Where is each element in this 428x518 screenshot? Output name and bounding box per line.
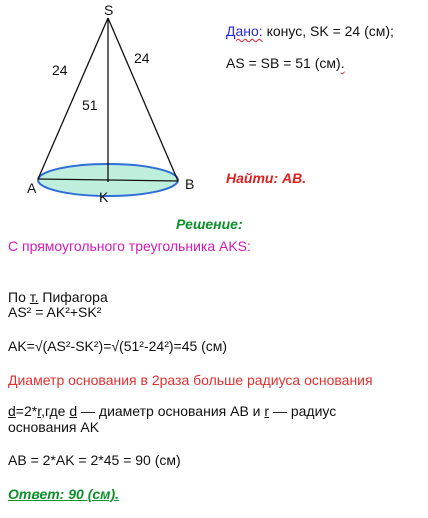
slant-line-sb [108, 18, 178, 181]
solution-heading: Решение: [176, 216, 243, 232]
definition-line-2: основания AK [8, 419, 100, 435]
def-d2: d [69, 403, 78, 419]
def-r: r [37, 403, 42, 419]
pyth-rest: Пифагора [38, 289, 108, 305]
answer-text: Ответ: 90 (см). [8, 486, 120, 502]
find-text: Найти: AB. [226, 170, 307, 186]
triangle-line: С прямоугольного треугольника AKS: [8, 238, 251, 254]
def-eq: =2* [15, 403, 38, 419]
label-b: B [185, 176, 195, 192]
ab-calculation: AB = 2*AK = 2*45 = 90 (см) [8, 452, 181, 468]
formula-1: AS² = AK²+SK² [8, 304, 102, 320]
given-line-1 [226, 23, 394, 40]
formula-2: AK=√(AS²-SK²)=√(51²-24²)=45 (см) [8, 338, 228, 354]
given-line1-rest: конус, SK = 24 (см); [262, 23, 394, 39]
def-r2: r [264, 403, 270, 419]
diameter-note: Диаметр основания в 2раза больше радиуса основания [8, 372, 373, 388]
def-mid: — диаметр основания AB и [77, 403, 265, 419]
label-height: 51 [82, 97, 98, 113]
label-k: K [99, 189, 109, 205]
label-s: S [104, 2, 114, 18]
given-word: Дано: [226, 23, 263, 39]
given-line-2 [226, 55, 345, 72]
given-line2-end: . [340, 55, 345, 71]
given-line2: AS = SB = 51 (см) [226, 55, 341, 71]
def-end: — радиус [269, 403, 337, 419]
pyth-t: т. [29, 289, 39, 305]
definition-line-1 [8, 403, 336, 420]
def-gde: ,где [41, 403, 70, 419]
label-a: A [27, 180, 37, 196]
label-right-slant: 24 [134, 50, 150, 66]
label-left-slant: 24 [52, 62, 68, 78]
def-d: d [8, 403, 16, 419]
pyth-prefix: По [8, 289, 30, 305]
